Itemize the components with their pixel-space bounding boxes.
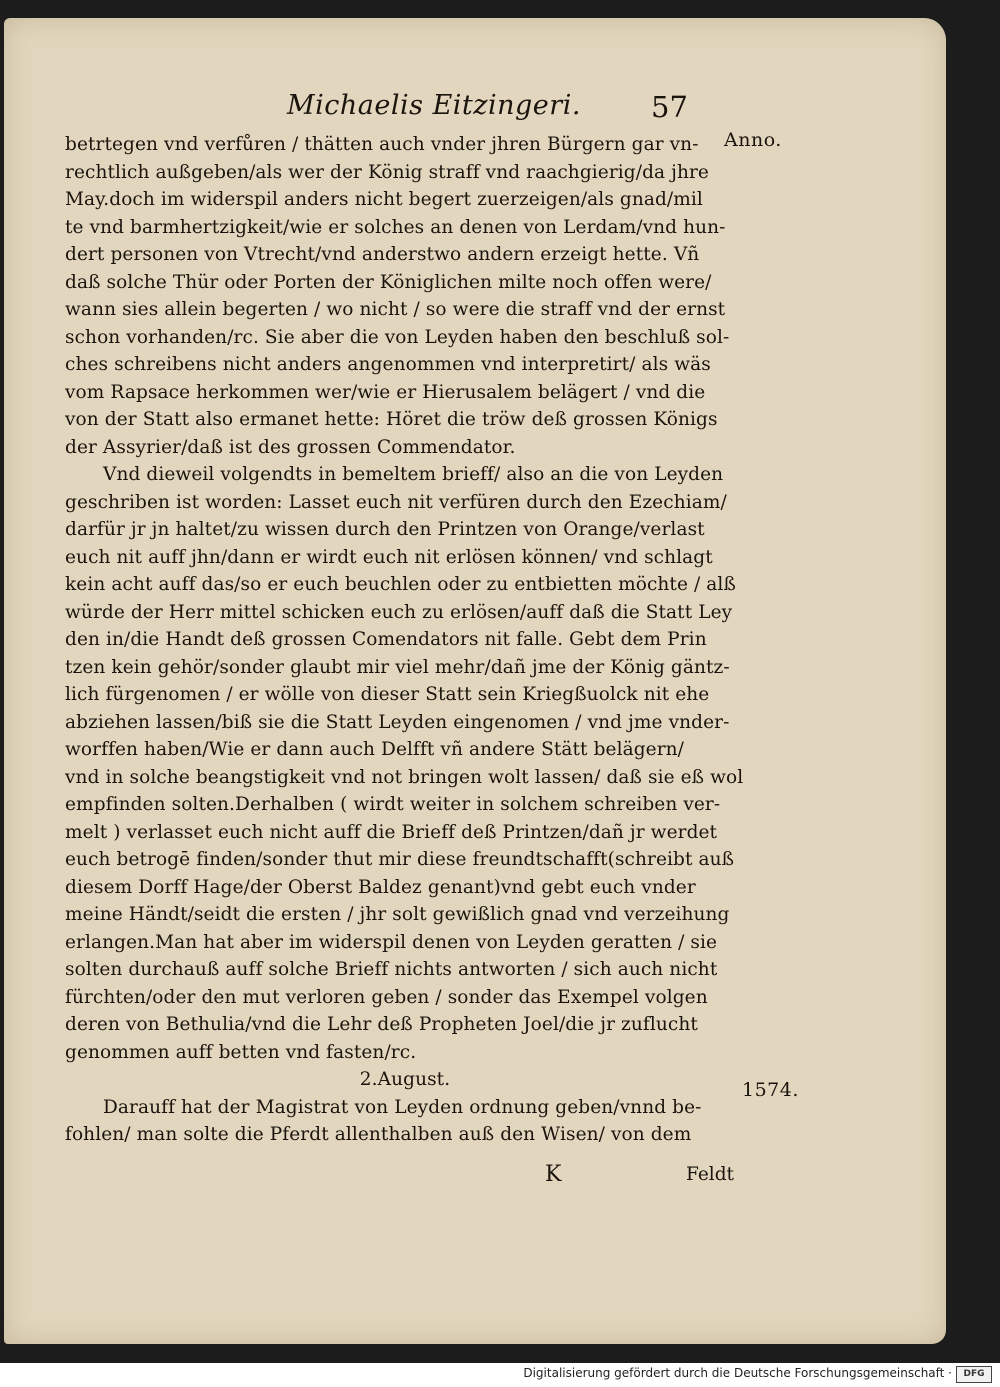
text-line: erlangen.Man hat aber im widerspil denen von Leyden geratten / sie [65, 931, 718, 953]
text-line: vom Rapsace herkommen wer/wie er Hierusalem belägert / vnd die [65, 381, 706, 403]
body-text [65, 131, 745, 1149]
text-line: daß solche Thür oder Porten der Königlichen milte noch offen were/ [65, 271, 712, 293]
catchword: Feldt [686, 1164, 734, 1185]
text-line: empfinden solten.Derhalben ( wirdt weiter in solchem schreiben ver- [65, 794, 721, 815]
signature-mark: K [545, 1162, 562, 1187]
text-line: lich fürgenomen / er wölle von dieser Statt sein Kriegßuolck nit ehe [65, 684, 710, 705]
funding-credit: Digitalisierung gefördert durch die Deutsche Forschungsgemeinschaft · [523, 1366, 952, 1380]
text-line: abziehen lassen/biß sie die Statt Leyden eingenomen / vnd jme vnder- [65, 711, 730, 733]
text-line: deren von Bethulia/vnd die Lehr deß Propheten Joel/die jr zuflucht [65, 1014, 698, 1035]
text-line: euch nit auff jhn/dann er wirdt euch nit erlösen können/ vnd schlagt [65, 546, 713, 568]
text-line: geschriben ist worden: Lasset euch nit verfüren durch den Ezechiam/ [65, 491, 727, 513]
date-heading: 2.August. [359, 1069, 451, 1090]
text-line: schon vorhanden/rc. Sie aber die von Leyden haben den beschluß sol- [65, 326, 730, 348]
book-page [4, 18, 946, 1344]
text-line: ches schreibens nicht anders angenommen vnd interpretirt/ als wäs [65, 354, 711, 375]
text-line: kein acht auff das/so er euch beuchlen oder zu entbietten möchte / alß [65, 574, 736, 595]
text-line: von der Statt also ermanet hette: Höret die tröw deß grossen Königs [65, 409, 718, 430]
margin-note-year: 1574. [742, 1079, 799, 1101]
text-line: darfür jr jn haltet/zu wissen durch den Printzen von Orange/verlast [65, 519, 705, 540]
text-line: melt ) verlasset euch nicht auff die Brieff deß Printzen/dañ jr werdet [65, 821, 718, 843]
page-number: 57 [651, 90, 688, 124]
text-line: dert personen von Vtrecht/vnd anderstwo andern erzeigt hette. Vñ [65, 244, 700, 265]
text-line: fohlen/ man solte die Pferdt allenthalben auß den Wisen/ von dem [65, 1124, 692, 1145]
text-line: te vnd barmhertzigkeit/wie er solches an denen von Lerdam/vnd hun- [65, 216, 726, 238]
page-header [4, 90, 946, 130]
text-line: meine Händt/seidt die ersten / jhr solt gewißlich gnad vnd verzeihung [65, 904, 730, 925]
text-line: vnd in solche beangstigkeit vnd not bringen wolt lassen/ daß sie eß wol [65, 766, 744, 788]
dfg-logo-icon: DFG [956, 1366, 992, 1383]
text-line: rechtlich außgeben/als wer der König straff vnd raachgierig/da jhre [65, 161, 709, 183]
text-line: Darauff hat der Magistrat von Leyden ordnung geben/vnnd be- [103, 1096, 702, 1118]
margin-note-anno: Anno. [724, 129, 782, 151]
running-head: Michaelis Eitzingeri. [287, 90, 581, 121]
text-line: betrtegen vnd verfůren / thätten auch vnder jhren Bürgern gar vn- [65, 134, 699, 155]
text-line: würde der Herr mittel schicken euch zu erlösen/auff daß die Statt Ley [65, 601, 733, 623]
digitization-footer [0, 1363, 1000, 1387]
text-line: Vnd dieweil volgendts in bemeltem brieff/ also an die von Leyden [103, 464, 724, 485]
text-line: worffen haben/Wie er dann auch Delfft vñ andere Stätt belägern/ [65, 739, 684, 760]
text-line: May.doch im widerspil anders nicht begert zuerzeigen/als gnad/mil [65, 189, 703, 210]
text-line: tzen kein gehör/sonder glaubt mir viel mehr/dañ jme der König gäntz- [65, 656, 730, 678]
text-line: diesem Dorff Hage/der Oberst Baldez genant)vnd gebt euch vnder [65, 876, 696, 898]
text-line: genommen auff betten vnd fasten/rc. [65, 1041, 417, 1063]
text-line: der Assyrier/daß ist des grossen Commendator. [65, 436, 516, 458]
page-foot [4, 1162, 946, 1192]
text-line: den in/die Handt deß grossen Comendators nit falle. Gebt dem Prin [65, 629, 707, 650]
text-line: wann sies allein begerten / wo nicht / so were die straff vnd der ernst [65, 299, 726, 320]
text-line: fürchten/oder den mut verloren geben / sonder das Exempel volgen [65, 986, 708, 1008]
text-line: solten durchauß auff solche Brieff nichts antworten / sich auch nicht [65, 959, 718, 980]
text-line: euch betrogē finden/sonder thut mir diese freundtschafft(schreibt auß [65, 849, 735, 870]
